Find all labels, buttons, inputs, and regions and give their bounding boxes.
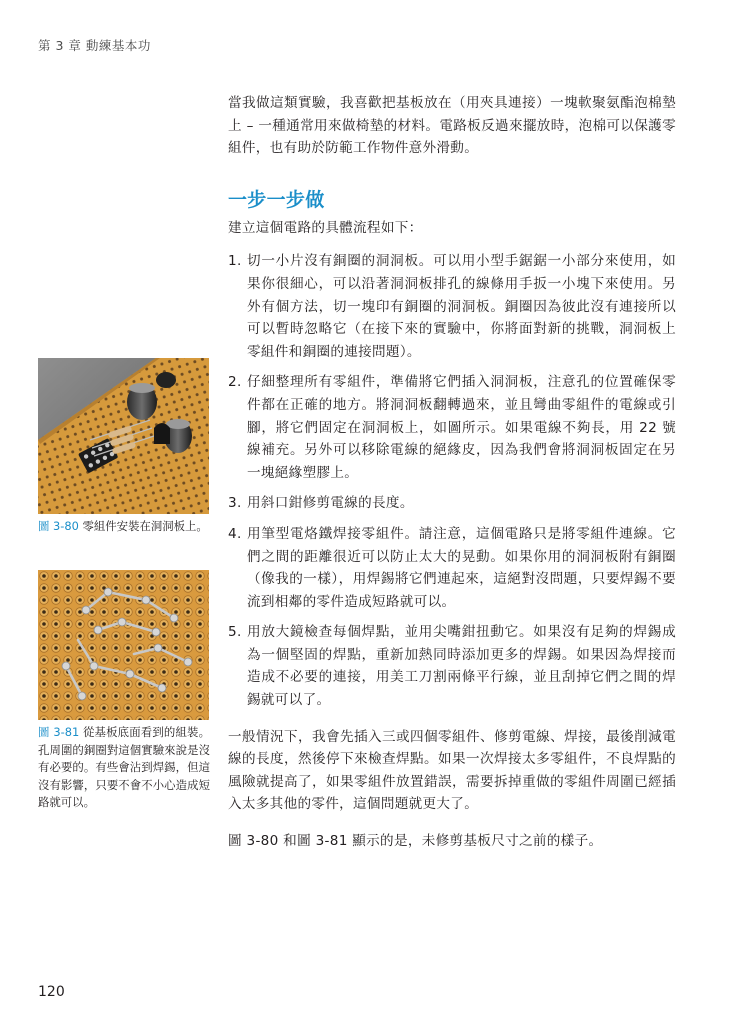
step-item <box>228 492 676 515</box>
figure-3-80-photo <box>38 358 209 514</box>
step-number: 5. <box>228 624 242 641</box>
running-head: 第 3 章 動練基本功 <box>38 38 151 53</box>
final-paragraph: 圖 3-80 和圖 3-81 顯示的是，未修剪基板尺寸之前的樣子。 <box>228 833 603 850</box>
step-item <box>228 250 676 363</box>
step-number: 4. <box>228 525 242 542</box>
intro-paragraph: 當我做這類實驗，我喜歡把基板放在（用夾具連接）一塊軟聚氨酯泡棉墊上 – 一種通常用來做椅墊的材料。電路板反過來擺放時，泡棉可以保護零組件，也有助於防範工作物件意外滑動。 <box>228 95 676 157</box>
figure-3-81-label: 圖 3-81 <box>38 725 80 739</box>
step-item <box>228 621 676 711</box>
figure-3-81-caption-text: 從基板底面看到的組裝。孔周圍的銅圈對這個實驗來說是沒有必要的。有些會沾到焊錫，但這沒有影響，只要不會不小心造成短路就可以。 <box>38 725 210 809</box>
page-number: 120 <box>38 984 65 1000</box>
main-text-column <box>228 92 676 853</box>
step-number: 3. <box>228 495 242 512</box>
step-text: 仔細整理所有零組件，準備將它們插入洞洞板，注意孔的位置確保零件都在正確的地方。將洞洞板翻轉過來，並且彎曲零組件的電線或引腳，將它們固定在洞洞板上，如圖所示。如果電線不夠長，用 22 號線補充。另外可以移除電線的絕緣皮，因為我們會將洞洞板固定在另一塊絕緣塑膠上。 <box>247 374 676 481</box>
step-text: 切一小片沒有銅圈的洞洞板。可以用小型手鋸鋸一小部分來使用，如果你很細心，可以沿著洞洞板排孔的線條用手扳一小塊下來使用。另外有個方法，切一塊印有銅圈的洞洞板。銅圈因為彼此沒有連接所以可以暫時忽略它（在接下來的實驗中，你將面對新的挑戰，洞洞板上零組件和銅圈的連接問題）。 <box>247 253 676 360</box>
step-text: 用放大鏡檢查每個焊點，並用尖嘴鉗扭動它。如果沒有足夠的焊錫成為一個堅固的焊點，重新加熱同時添加更多的焊錫。如果因為焊接而造成不必要的連接，用美工刀割兩條平行線，並且刮掉它們之間的焊錫就可以了。 <box>247 624 676 709</box>
step-number: 2. <box>228 374 242 391</box>
step-list <box>228 250 676 711</box>
figure-3-80-label: 圖 3-80 <box>38 519 79 533</box>
step-text: 用斜口鉗修剪電線的長度。 <box>247 495 414 512</box>
step-item <box>228 523 676 613</box>
step-text: 用筆型電烙鐵焊接零組件。請注意，這個電路只是將零組件連線。它們之間的距離很近可以防止太大的晃動。如果你用的洞洞板附有銅圈（像我的一樣），用焊錫將它們連起來，這絕對沒問題，只要焊錫不要流到相鄰的零件造成短路就可以。 <box>247 525 676 610</box>
figure-3-80-caption-text: 零組件安裝在洞洞板上。 <box>82 519 208 533</box>
section-intro-paragraph: 建立這個電路的具體流程如下： <box>228 219 423 236</box>
step-item <box>228 371 676 484</box>
after-steps-paragraph: 一般情況下，我會先插入三或四個零組件、修剪電線、焊接，最後削減電線的長度，然後停下來檢查焊點。如果一次焊接太多零組件，不良焊點的風險就提高了，如果零組件放置錯誤，需要拆掉重做的零組件周圍已經插入太多其他的零件，這個問題就更大了。 <box>228 728 676 813</box>
figure-3-81-caption <box>38 724 210 812</box>
section-heading: 一步一步做 <box>228 188 325 211</box>
figure-3-81-photo <box>38 570 209 720</box>
figure-3-80-caption <box>38 518 210 536</box>
step-number: 1. <box>228 253 242 270</box>
